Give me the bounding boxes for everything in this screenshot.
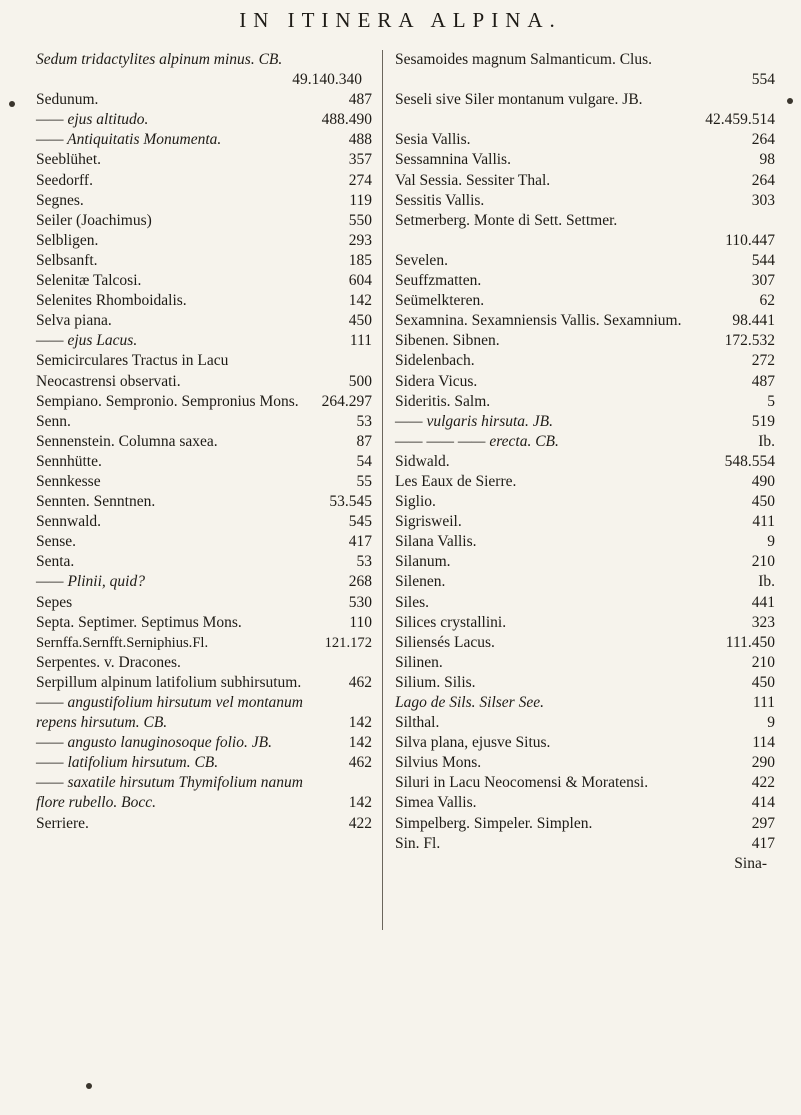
index-entry: Silinen. 210 [395, 653, 775, 671]
index-entry: Sexamnina. Sexamniensis Vallis. Sexamnium. 98.441 [395, 312, 775, 330]
index-entry: Simea Vallis. 414 [395, 794, 775, 812]
index-entry: Sibenen. Sibnen. 172.532 [395, 332, 775, 350]
bullet-mark [787, 98, 793, 104]
index-entry: Silva plana, ejusve Situs. 114 [395, 734, 775, 752]
catchword: Sina- [734, 854, 767, 872]
index-entry: —— ejus Lacus. 111 [36, 332, 372, 350]
index-entry: Seümelkteren. 62 [395, 292, 775, 310]
index-entry: Serpentes. v. Dracones. [36, 653, 181, 671]
index-entry: Sesia Vallis. 264 [395, 131, 775, 149]
index-entry: Silium. Silis. 450 [395, 673, 775, 691]
index-entry: Serriere. 422 [36, 814, 372, 832]
index-entry: Sessitis Vallis. 303 [395, 191, 775, 209]
index-entry: Sense. 417 [36, 533, 372, 551]
index-entry: Sernffa.Sernfft.Serniphius.Fl. 121.172 [36, 634, 372, 651]
index-entry: Sennwald. 545 [36, 513, 372, 531]
index-entry: —— angustifolium hirsutum vel montanum repens hirsutum. CB. 142 [36, 694, 372, 732]
index-entry: Silthal. 9 [395, 714, 775, 732]
index-entry: Silices crystallini. 323 [395, 613, 775, 631]
running-head: IN ITINERA ALPINA. [239, 8, 562, 32]
index-entry: Sevelen. 544 [395, 251, 775, 269]
index-entry: Sessamnina Vallis. 98 [395, 151, 775, 169]
index-entry: Seeblühet. 357 [36, 151, 372, 169]
index-entry: Sidelenbach. 272 [395, 352, 775, 370]
index-entry: 554 [751, 71, 775, 89]
index-entry: Selbligen. 293 [36, 231, 372, 249]
index-entry: Siglio. 450 [395, 493, 775, 511]
index-entry: —— Plinii, quid? 268 [36, 573, 372, 591]
index-entry: —— vulgaris hirsuta. JB. 519 [395, 412, 775, 430]
index-entry: Sennkesse 55 [36, 472, 372, 490]
index-entry: Sennten. Senntnen. 53.545 [36, 493, 372, 511]
index-entry: Sigrisweil. 411 [395, 513, 775, 531]
left-column [36, 50, 372, 834]
index-entry: Silanum. 210 [395, 553, 775, 571]
index-entry: Silenen. Ib. [395, 573, 775, 591]
index-entry: Sidwald. 548.554 [395, 452, 775, 470]
index-entry: —— Antiquitatis Monumenta. 488 [36, 131, 372, 149]
index-entry: Val Sessia. Sessiter Thal. 264 [395, 171, 775, 189]
index-entry: Septa. Septimer. Septimus Mons. 110 [36, 613, 372, 631]
bullet-mark [86, 1083, 92, 1089]
index-entry: Siliensés Lacus. 111.450 [395, 633, 775, 651]
index-entry: Seiler (Joachimus) 550 [36, 211, 372, 229]
index-entry: Les Eaux de Sierre. 490 [395, 472, 775, 490]
index-entry: —— ejus altitudo. 488.490 [36, 111, 372, 129]
index-entry: Seedorff. 274 [36, 171, 372, 189]
index-entry: Seuffzmatten. 307 [395, 272, 775, 290]
index-entry: Siluri in Lacu Neocomensi & Moratensi. 422 [395, 774, 775, 792]
index-entry: Sennhütte. 54 [36, 452, 372, 470]
index-entry: Senta. 53 [36, 553, 372, 571]
index-entry: Segnes. 119 [36, 191, 372, 209]
index-entry: Silvius Mons. 290 [395, 754, 775, 772]
index-entry: Sepes 530 [36, 593, 372, 611]
index-entry: Setmerberg. Monte di Sett. Settmer. [395, 211, 618, 229]
index-entry: Sesamoides magnum Salmanticum. Clus. [395, 51, 653, 68]
index-entry: Serpillum alpinum latifolium subhirsutum. 462 [36, 673, 372, 691]
index-entry: Seseli sive Siler montanum vulgare. JB. [395, 91, 643, 109]
index-entry: 42.459.514 [705, 111, 775, 129]
index-entry: Sideritis. Salm. 5 [395, 392, 775, 410]
index-entry: —— latifolium hirsutum. CB. 462 [36, 754, 372, 772]
index-entry: Senn. 53 [36, 412, 372, 430]
index-entry: Silana Vallis. 9 [395, 533, 775, 551]
index-entry: Sin. Fl. 417 [395, 834, 775, 852]
column-divider [382, 50, 383, 930]
index-entry: 49.140.340 [292, 71, 362, 89]
index-entry: Lago de Sils. Silser See. 111 [395, 694, 775, 711]
index-entry: —— —— —— erecta. CB. Ib. [395, 432, 775, 450]
index-entry: Simpelberg. Simpeler. Simplen. 297 [395, 814, 775, 832]
index-entry: Semicirculares Tractus in Lacu Neocastrensi observati. 500 [36, 352, 372, 390]
index-entry: —— angusto lanuginosoque folio. JB. 142 [36, 734, 372, 752]
index-entry: Sempiano. Sempronio. Sempronius Mons. 264.297 [36, 392, 372, 410]
index-entry: Selenites Rhomboidalis. 142 [36, 292, 372, 310]
index-entry: Selbsanft. 185 [36, 251, 372, 269]
index-entry: 110.447 [725, 231, 775, 249]
right-column [395, 50, 775, 874]
index-entry: —— saxatile hirsutum Thymifolium nanum flore rubello. Bocc. 142 [36, 774, 372, 812]
index-entry: Selva piana. 450 [36, 312, 372, 330]
index-entry: Selenitæ Talcosi. 604 [36, 272, 372, 290]
index-entry: Sennenstein. Columna saxea. 87 [36, 432, 372, 450]
bullet-mark [9, 101, 15, 107]
index-entry: Sedunum. 487 [36, 91, 372, 109]
index-entry: Sedum tridactylites alpinum minus. CB. [36, 51, 283, 68]
index-entry: Sidera Vicus. 487 [395, 372, 775, 390]
index-entry: Siles. 441 [395, 593, 775, 611]
